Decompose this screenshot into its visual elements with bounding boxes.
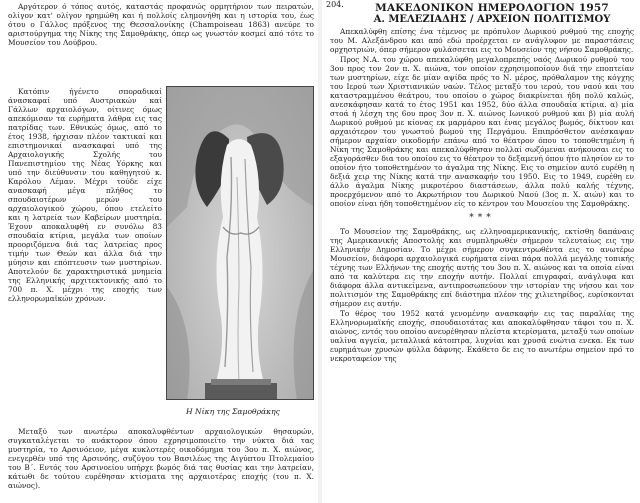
paragraph-1: Απεκαλύφθη επίσης ένα τέμενος με πρόπυλον Δωρικού ρυθμού της εποχής του Μ. Αλεξάνδρου και από εδώ προέρχεται εν ανάγλυφον με παραστάσεις ορχηστριών, όπερ σήμερον φυλάσσεται εις το Μουσείον της νήσου Σαμοθράκης. — [330, 27, 634, 54]
top-paragraph: Αργότερον ό τόπος αυτός, καταστάς προφανώς ορμητήριον των πειρατών, ολίγον κατ' ολίγον ηρημώθη και ή πολλοίς ελημονήθη και η ιστορία του, έως ότου ο Γάλλος πρόξενος της Θεσσαλονίκης (Champoiseau 1863) ανεύρε το αριστούργημα της Νίκης της Σαμοθράκης, όπερ ως γνωστόν κοσμεί από τότε το Μουσείον του Λούβρου. — [8, 2, 314, 47]
top-paragraph-block — [8, 2, 314, 47]
paragraph-2: Προς Ν.Α. του χώρου απεκαλύφθη μεγαλοπρεπής ναός Δωρικού ρυθμού του 3ου προς τον 2ον π. Χ. αιώνα, τον οποίον εχρησιμοποίουν διά την εποπτείαν των μυστηρίων, είχε δε μίαν αψίδα πρός το Ν. μέρος, πρόθαλαμον της κόγχης του Ιερού των Χριστιανικών ναών. Τέλος μεταξύ του ιερού, του ναού και του καταστραμμένου θεάτρου, του οποίου ο χώρος διακρίνεται ήδη πολύ καλώς, ανεσκάφησαν κατά το έτος 1951 και 1952, δύο άλλα σπουδαία κτίρια. α) μία στοά ή λέσχη της 6ου προς 3ον π. Χ. αιώνος Ιωνικού ρυθμού και β) μία αυλή Δωρικού ρυθμού με κίονας εκ μαρμάρου και ένας μεγάλος βωμός, δίκτυον και αρχαιότερον του γνωστού βωμού της Περγάμου. Επιπρόσθετον ανέσκαψαν σήμερον αρχαίαν οικοδομήν επάνω από το θέατρον όπου το τοποθετημένη ή Νίκη της Σαμοθράκης και απεκαλύφθησαν πολλαί σωζόμεναι ανήκουσαι εις το εξαγοράσθεν δια του οποίου εις το θέατρον το δεξαμενή όπου ήτο πλησίον εν το οποίον ήτο τοποθετημένον το άγαλμα της Νίκης. Εις το σημείον αυτό ευρέθη η δεξιά χειρ της Νίκης κατά την ανασκαφήν του 1950. Εις το 1949, ευρέθη εν άλλο άγαλμα Νίκης μικροτέρου διαστάσεων, άλλα πολύ καλής τέχνης, προερχόμενον από το Ακρωτήριον του Δωρικού Ναού (3ος π. Χ. αιών) και το οποίον είναι ήδη τοποθετημένον είς το κέντρον του Μουσείου της Σαμοθράκης. — [330, 55, 634, 208]
right-text-body — [330, 27, 634, 364]
statue-body — [215, 139, 265, 387]
statue-pedestal — [205, 383, 277, 400]
photo-caption: Η Νίκη της Σαμοθράκης — [186, 407, 280, 416]
paragraph-4: Το θέρος του 1952 κατά γενομένην ανασκαφήν εις τας παραλίας της Ελληνορωμαϊκής εποχής, σπουδαιοτάτας και αποκαλύφθησαν τάφοι του π. Χ. αιώνος, εντός του οποίου ανευρέθησαν πλείστα κτερίσματα, μεταξύ των οποίων υαλίνα αγγεία, μεταλλικά κάτοπτρα, λυχνίαι και χρυσά ενώτια ενεκα. Εκ των ευρημάτων χρυσών φύλλα δάφνης. Εκάθετο δε εις το ανωτέρω σημείον πρό το νεκροταφείον της — [330, 309, 634, 363]
bottom-paragraph: Μεταξύ των ανωτέρω αποκαλυφθέντων αρχαιολογικών θησαυρών, συγκαταλέγεται το ανάκτορον όπου εχρησιμοποιείτο την νύκτα διά τας μυστηρία, το Αρσινόειον, μέγα κυκλοτερές οικοδόμημα του 3ου π. Χ. αιώνος, ενεγερθέν υπό της Αρσινόης, συζύγου του Βασιλέως της Αιγύπτου Πτολεμαίου του Β΄. Εντός του Αρσινοείου υπήρχε βωμός διά τας θυσίας και την λατρείαν, κάτωθι δε τούτου ευρέθησαν κτίσματα της αρχαιοτέρας εποχής (του π. Χ. αιώνος). — [8, 427, 314, 490]
right-page — [322, 0, 640, 503]
nike-of-samothrace-photo — [166, 86, 314, 400]
left-text-column — [8, 87, 162, 303]
paragraph-3: Το Μουσείον της Σαμοθράκης, ως ελληνοαμερικανικής, εκτίσθη δαπάναις της Αμερικανικής Αποστολής και συμπληρωθέν σήμερον τελευταίως εις την Ελληνικήν Δημοσίαν. Το μέχρι σήμερον συγκεντρωθέντα εις το ανωτέρω Μουσείον, διάφορα αρχαιολογικά ευρήματα είναι πάρα πολλά μεγάλης τοπικής τέχνης των Ελλήνων της εποχής αυτής του 3ου π. Χ. αιώνος και τα οποία είναι από τα καλύτερα εις την εποχήν αυτήν. Πολλαί επιγραφαί, ανάγλυφα και διάφορα άλλα αντικείμενα, αντιπροσωπεύουν την ιστορίαν της νήσου και τον πολιτισμόν της Σαμοθράκης επί διάστημα πλέον της χιλιετηρίδος, ευρίσκονται σήμερον εις αυτήν. — [330, 227, 634, 308]
page-number: 204. — [326, 0, 344, 9]
column-paragraph: Κατόπιν ήγένετο σποραδικαί άνασκαφαί υπό Αυστριακών καί Γάλλων αρχαιολόγων, οίτινες όμως απεκόμισαν τα ευρήματα λάθρα εις τας πατρίδας των. Εθνικώς όμως, από το έτος 1938, ήρχισαν πλέον τακτικαί και επιστημονικαί ανασκαφαί υπό της Αρχαιολογικής Σχολής του Πανεπιστημίου της Νέας Υόρκης και υπό την διεύθυνσιν του καθηγητού κ. Καρόλου Λέμαν. Μέχρι τούδε είχε ανασκαφή μέγα πλήθος το σπουδαιοτέρων μερών του αρχαιολογικού χώρου, όπου ετελείτο και η λατρεία των Καβείρων μυστηρία. Έχουν αποκαλυφθή εν συνόλω 83 σπουδαία κτίρια, μεγάλα των οποίων προοριζόμενα διά τας λατρείας προς τιμήν των Θεών και άλλα διά την μύησιν και επόπτευσιν των μυστηρίων. Αποτελούν δε χαρακτηριστικά μνημεία της Ελληνικής αρχιτεκτονικής από το 700 π. Χ. μέχρι της εποχής των ελληνορωμαϊκών χρόνων. — [8, 87, 162, 303]
left-page — [0, 0, 318, 503]
running-header-title: ΜΑΚΕΔΟΝΙΚΟΝ ΗΜΕΡΟΛΟΓΙΟΝ 1957 — [375, 2, 609, 14]
bottom-paragraph-block — [8, 427, 314, 490]
statue-illustration — [167, 87, 314, 400]
running-header-subtitle: Α. ΜΕΛΕΖΙΑΔΗΣ / ΑΡΧΕΙΟΝ ΠΟΛΙΤΙΣΜΟΥ — [373, 14, 611, 25]
section-divider-stars: *** — [469, 213, 495, 223]
